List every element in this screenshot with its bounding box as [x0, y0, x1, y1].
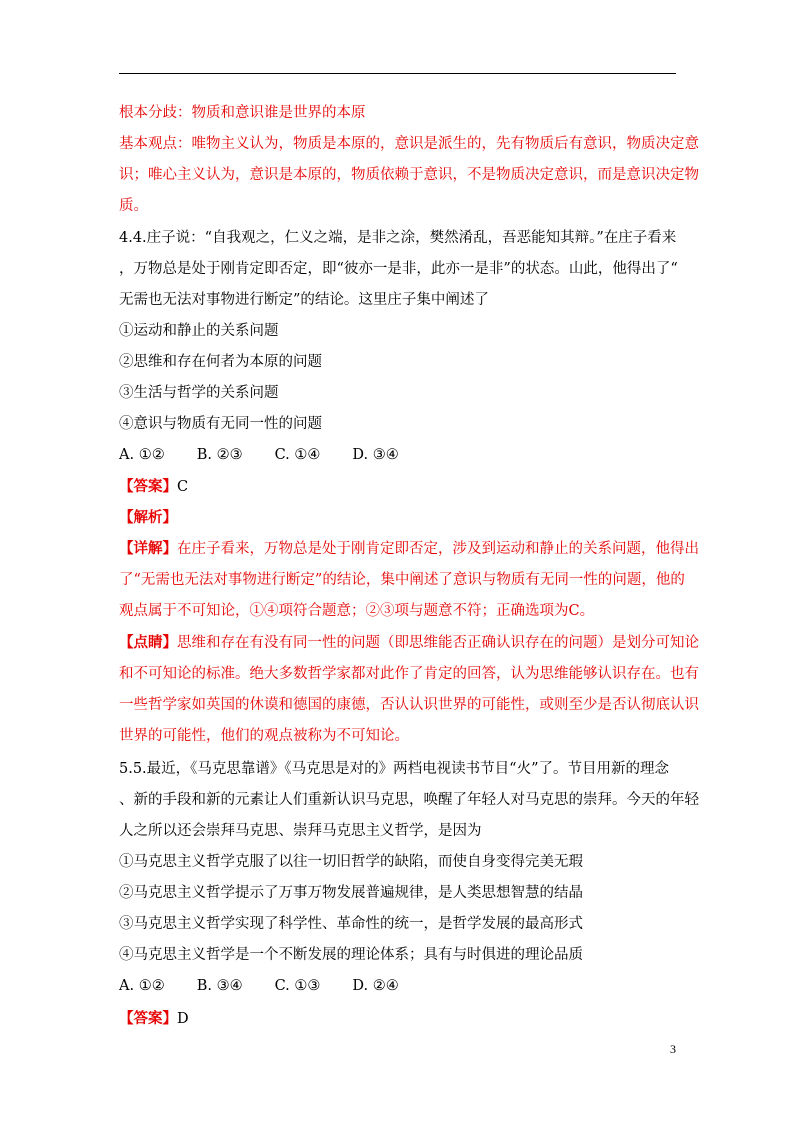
- choice-d: D. ②④: [352, 978, 399, 994]
- question-4-answer: [119, 478, 188, 496]
- question-5-choices: [119, 977, 431, 995]
- question-5-answer: [119, 1010, 189, 1028]
- text-line-basic-view-2: 识；唯心主义认为，意识是本原的，物质依赖于意识，不是物质决定意识，而是意识决定物: [119, 167, 699, 183]
- question-4-tip-4: 世界的可能性，他们的观点被称为不可知论。: [119, 728, 409, 744]
- question-5-option-3: ③马克思主义哲学实现了科学性、革命性的统一，是哲学发展的最高形式: [119, 916, 583, 932]
- page-number: 3: [670, 1042, 676, 1056]
- detail-label: 【详解】: [119, 540, 177, 557]
- choice-c: C. ①④: [274, 447, 321, 463]
- answer-label: 【答案】: [119, 1010, 177, 1027]
- tip-label: 【点睛】: [119, 634, 177, 651]
- question-5-option-2: ②马克思主义哲学提示了万事万物发展普遍规律，是人类思想智慧的结晶: [119, 885, 583, 901]
- choice-d: D. ③④: [352, 447, 399, 463]
- answer-label: 【答案】: [119, 478, 177, 495]
- text-line-basic-view-3: 质。: [119, 198, 148, 214]
- choice-a: A. ①②: [119, 978, 165, 994]
- question-4-detail-1: [119, 540, 699, 558]
- question-4-stem-3: 无需也无法对事物进行断定”的结论。这里庄子集中阐述了: [119, 292, 489, 308]
- choice-a: A. ①②: [119, 447, 165, 463]
- text-line-basic-view-1: 基本观点：唯物主义认为，物质是本原的，意识是派生的，先有物质后有意识，物质决定意: [119, 136, 699, 152]
- question-4-detail-3: 观点属于不可知论，①④项符合题意；②③项与题意不符；正确选项为C。: [119, 603, 595, 619]
- answer-value: D: [177, 1011, 189, 1027]
- question-4-option-4: ④意识与物质有无同一性的问题: [119, 416, 322, 432]
- question-4-stem-1: 4.4.庄子说：“自我观之，仁义之端，是非之涂，樊然淆乱，吾恶能知其辩。”在庄子看来: [119, 230, 677, 246]
- choice-b: B. ②③: [196, 447, 243, 463]
- question-5-option-1: ①马克思主义哲学克服了以往一切旧哲学的缺陷，而使自身变得完美无瑕: [119, 854, 583, 870]
- question-4-choices: [119, 446, 431, 464]
- text-line-root-divergence: 根本分歧：物质和意识谁是世界的本原: [119, 105, 366, 121]
- tip-text-1: 思维和存在有没有同一性的问题（即思维能否正确认识存在的问题）是划分可知论: [177, 635, 699, 651]
- question-5-option-4: ④马克思主义哲学是一个不断发展的理论体系；具有与时俱进的理论品质: [119, 947, 583, 963]
- question-4-tip-2: 和不可知论的标准。绝大多数哲学家都对此作了肯定的回答，认为思维能够认识存在。也有: [119, 666, 699, 682]
- question-4-tip-3: 一些哲学家如英国的休谟和德国的康德，否认认识世界的可能性，或则至少是否认彻底认识: [119, 697, 699, 713]
- question-4-option-3: ③生活与哲学的关系问题: [119, 385, 279, 401]
- choice-c: C. ①③: [274, 978, 321, 994]
- question-4-stem-2: ，万物总是处于刚肯定即否定，即“彼亦一是非，此亦一是非”的状态。山此，他得出了“: [119, 261, 678, 277]
- header-rule: [119, 73, 676, 74]
- question-4-tip-1: [119, 634, 699, 652]
- question-5-stem-3: 人之所以还会崇拜马克思、崇拜马克思主义哲学，是因为: [119, 823, 482, 839]
- question-4-detail-2: 了“无需也无法对事物进行断定”的结论，集中阐述了意识与物质有无同一性的问题，他的: [119, 572, 685, 588]
- question-5-stem-1: 5.5.最近，《马克思靠谱》《马克思是对的》两档电视读书节目“火”了。节目用新的理念: [119, 761, 669, 777]
- answer-value: C: [177, 479, 189, 495]
- detail-text-1: 在庄子看来，万物总是处于刚肯定即否定，涉及到运动和静止的关系问题，他得出: [177, 541, 699, 557]
- question-5-stem-2: 、新的手段和新的元素让人们重新认识马克思，唤醒了年轻人对马克思的崇拜。今天的年轻: [119, 792, 699, 808]
- choice-b: B. ③④: [196, 978, 243, 994]
- question-4-option-2: ②思维和存在何者为本原的问题: [119, 354, 322, 370]
- question-4-option-1: ①运动和静止的关系问题: [119, 323, 279, 339]
- question-4-analysis-label: 【解析】: [119, 509, 177, 526]
